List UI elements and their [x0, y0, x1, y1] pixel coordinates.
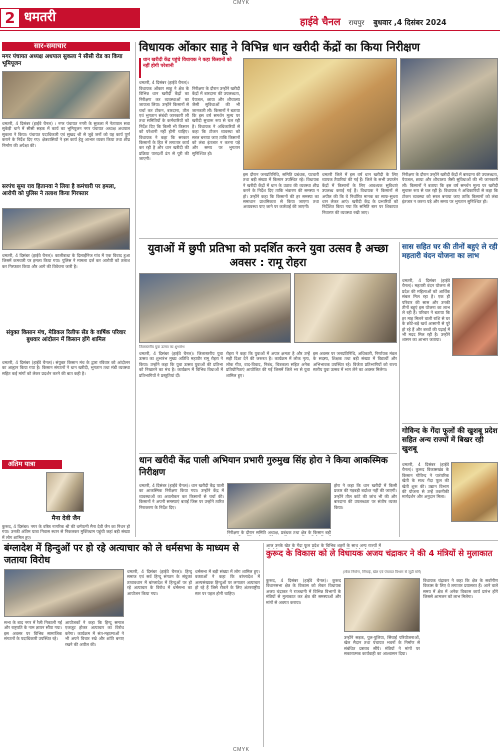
lead-photo-main [243, 58, 397, 170]
city: रायपुर [348, 19, 365, 27]
youth-body-c: इस अवसर पर जनप्रतिनिधि, अधिकारी, निर्णायक मंडल के सदस्य, शिक्षक तथा बड़ी संख्या में विद्यार्थी और अभिभावक उपस्थित रहे। विजेता प्रतिभागियों को राज्य स्तरीय युवा उत्सव में भाग लेने का अवसर मिलेगा। [313, 351, 397, 373]
youth-photo [139, 273, 291, 343]
procurement-headline: धान खरीदी केंद्र पाली अभियान प्रभारी गुरुमुख सिंह होरा ने किया आकस्मिक निरीक्षण [139, 456, 388, 478]
obituary-body: कुरूद, 4 दिसंबर। नगर के वरिष्ठ नागरिक श्री की धर्मपत्नी मैना देवी जैन का निधन हो गया। उनकी अंतिम यात्रा निवास स्थान से निकलकर मुक्तिधाम पहुंची जहां बड़ी संख्या में लोग शामिल हुए। [2, 524, 130, 540]
lower-divider [263, 543, 264, 747]
procurement-body-a: धमतरी, 4 दिसंबर (हाईवे चैनल)। धान खरीदी केंद्र पाली का आकस्मिक निरीक्षण किया गया। उन्होंने केंद्र में व्यवस्थाओं का अवलोकन कर किसानों से चर्चा की। किसानों ने अपनी समस्याएं बताईं जिस पर उन्होंने त्वरित निराकरण के निर्देश दिए। [139, 483, 224, 510]
youth-caption: जिलास्तरीय युवा उत्सव का शुभारंभ [139, 345, 185, 349]
cmyk-mark-bottom: CMYK [233, 747, 250, 753]
bangladesh-photo [4, 569, 124, 617]
masthead-right [300, 10, 500, 28]
lead-col-5: निरीक्षण के दौरान उन्होंने खरीदी केंद्रों में बारदाना की उपलब्धता, पेयजल, छाया और शौचालय जैसी सुविधाओं की भी जानकारी ली। किसानों ने बताया कि इस वर्ष समर्थन मूल्य पर खरीदी सुचारू रूप से चल रही है। विधायक ने अधिकारियों से कहा कि टोकन व्यवस्था को सरल बनाया जाए ताकि किसानों को लंबा इंतजार न करना पड़े और समय पर भुगतान सुनिश्चित हो। [402, 172, 498, 205]
page-number: 2 [4, 9, 16, 27]
cmyk-mark-top: CMYK [233, 0, 250, 6]
date: बुधवार ,4 दिसंबर 2024 [373, 18, 447, 27]
kurud-body-c: विधायक चंद्राकर ने कहा कि क्षेत्र के सर्वांगीण विकास के लिए वे लगातार प्रयासरत हैं। आने वाले समय में क्षेत्र में अनेक विकास कार्य प्रारंभ होंगे जिससे आमजन को लाभ मिलेगा। [423, 578, 498, 600]
bangladesh-body-a: धमतरी, 4 दिसंबर (हाईवे चैनल)। हिन्दू समाज एवं सर्व हिन्दू संगठन के संयुक्त तत्वावधान में बांग्लादेश में हिन्दुओं पर हो रहे अत्याचार के विरोध में धर्मसभा का आयोजन किया गया। [127, 569, 192, 596]
page-number-box [0, 8, 20, 28]
lead-headline: विधायक ओंकार साहू ने विभिन्न धान खरीदी केंद्रों का किया निरीक्षण [139, 40, 420, 54]
brief-3-body: धमतरी, 4 दिसंबर (हाईवे चैनल)। संयुक्त किसान मंच के द्वारा रविवार को आंदोलन का आह्वान किया गया है। किसान संगठनों ने धान खरीदी, भुगतान तथा मंडी व्यवस्था सहित कई मांगों को लेकर प्रदर्शन करने की बात कही है। [2, 360, 130, 376]
kurud-photo [344, 578, 420, 632]
lead-col-1: विधायक ओंकार साहू ने क्षेत्र के विभिन्न धान खरीदी केंद्रों का निरीक्षण कर व्यवस्थाओं का जायजा लिया। उन्होंने किसानों से चर्चा कर टोकन, बारदाना, तौल एवं भुगतान संबंधी जानकारी ली तथा समितियों के कर्मचारियों को निर्देश दिए कि किसी भी किसान को परेशानी नहीं होनी चाहिए। विधायक ने कहा कि सरकार किसानों के हित में लगातार कार्य कर रही है और धान खरीदी की प्रक्रिया पारदर्शी ढंग से पूरी की जाएगी। [139, 86, 189, 162]
youth-bottom-rule [139, 453, 397, 454]
procurement-body-c: निरीक्षण के दौरान समिति अध्यक्ष, प्रबंधक तथा क्षेत्र के किसान बड़ी [227, 530, 331, 535]
obituary-label: अंतिम यात्रा [8, 460, 36, 468]
bangladesh-body-b: धर्मसभा में बड़ी संख्या में लोग शामिल हुए। वक्ताओं ने कहा कि बांग्लादेश में अल्पसंख्यक हिन्दुओं पर लगातार अत्याचार हो रहे हैं जिसे रोकने के लिए अंतरराष्ट्रीय स्तर पर पहल होनी चाहिए। [195, 569, 260, 596]
govind-photo [451, 462, 498, 522]
brief-1-body: धमतरी, 4 दिसंबर (हाईवे चैनल) । नगर पंचायत नगरी के सुकला में नेतापाल सवा सुकेड़ी थाने में सीसी सड़क में कार्य का भूमिपूजन नगर पंचायत अध्यक्ष अधपाल सुकला ने किया। पंचायत पदाधिकारी एवं सुखद श्री से जुड़े जनों को यह कार्य पूर्ण कराने के निर्देश दिए गए। क्षेत्रवासियों ने इस कार्य हेतु आभार व्यक्त किया तथा शीघ्र निर्माण की अपेक्षा की। [2, 121, 130, 148]
lead-kicker-box [139, 58, 239, 78]
upper-lower-rule [2, 540, 498, 541]
brief-1-headline: मगर पंचायत अध्यक्ष अधपाल सुकला ने सीसी रोड का किया भूमिपूजन [2, 54, 123, 67]
section-title: धमतरी [24, 10, 56, 25]
kurud-headline: कुरूद के विकास को ले विधायक अजय चंद्राकर ने की 4 मंत्रियों से मुलाकात [266, 548, 493, 558]
kurud-body-a: कुरूद, 4 दिसंबर (हाईवे चैनल)। कुरूद विधानसभा क्षेत्र के विकास को लेकर विधायक अजय चंद्राकर ने राजधानी में विभिन्न विभागों के मंत्रियों से मुलाकात कर क्षेत्र की समस्याओं और मांगों से अवगत कराया। [266, 578, 341, 605]
obituary-photo [46, 472, 84, 512]
kurud-kicker: (लोक निर्माण, सिंचाई, खेल एवं पंचायत विभाग से जुड़ी मांगें) [342, 570, 422, 574]
lead-col-1b: निरीक्षण के दौरान उन्होंने खरीदी केंद्रों में बारदाना की उपलब्धता, पेयजल, छाया और शौचालय जैसी सुविधाओं की भी जानकारी ली। किसानों ने बताया कि इस वर्ष समर्थन मूल्य पर खरीदी सुचारू रूप से चल रही है। विधायक ने अधिकारियों से कहा कि टोकन व्यवस्था को सरल बनाया जाए ताकि किसानों को लंबा इंतजार न करना पड़े और समय पर भुगतान सुनिश्चित हो। [192, 86, 240, 156]
govind-body-a: धमतरी, 4 दिसंबर (हाईवे चैनल)। कुरूद विकासखंड के किसान गोविन्द ने पारंपरिक खेती के साथ गेंदा फूल की खेती शुरू की। उद्यान विभाग की योजना से उन्हें तकनीकी मार्गदर्शन और अनुदान मिला। [402, 462, 449, 500]
procurement-photo [227, 483, 331, 529]
masthead-rule [0, 30, 500, 31]
procurement-body-b: होरा ने कहा कि धान खरीदी में किसी प्रकार की गड़बड़ी बर्दाश्त नहीं की जाएगी। उन्होंने तौल कांटे की जांच भी की और बारदाना की उपलब्धता पर संतोष व्यक्त किया। [334, 483, 397, 510]
youth-body-b: रोहरा ने कहा कि युवाओं में अपार क्षमता है और उन्हें सही दिशा देने की जरूरत है। कार्यक्रम में लोक नृत्य, लोक गीत, वाद-विवाद, निबंध, चित्रकला सहित अनेक प्रतियोगिताएं आयोजित की गईं जिसमें जिले भर से युवा शामिल हुए। [226, 351, 310, 378]
youth-body-a: धमतरी, 4 दिसंबर (हाईवे चैनल)। जिलास्तरीय युवा उत्सव का शुभारंभ मुख्य अतिथि महापौर रामू रोहरा ने किया। उन्होंने कहा कि युवा उत्सव युवाओं की प्रतिभा को निखारने का मंच है। कार्यक्रम में विभिन्न विधाओं में प्रतिभागियों ने प्रस्तुतियां दीं। [139, 351, 223, 378]
obituary-name: मैना देवी जैन [51, 515, 81, 522]
right-mid-rule [402, 423, 498, 424]
kurud-body-b: उन्होंने सड़क, पुल-पुलिया, सिंचाई परियोजनाओं, खेल मैदान तथा पंचायत भवनों के निर्माण से संबंधित प्रस्ताव सौंपे। मंत्रियों ने मांगों पर सकारात्मक कार्यवाही का आश्वासन दिया। [344, 635, 420, 657]
govind-headline: गोविन्द के गेंदा फूलों की खुशबू प्रदेश सहित अन्य राज्यों में बिखर रही खुशबू [402, 426, 498, 453]
govind-body-b: आज उनके खेत के गेंदा फूल प्रदेश के विभिन्न शहरों के साथ अन्य राज्यों में [266, 543, 381, 548]
right-photo [452, 278, 498, 356]
brief-3-headline: संयुक्त किसान मंच, मेडिकल रिलीफ सेंड के वार्षिक परिवार बुधवार आंदोलन में किसान होंगे शामिल [6, 330, 126, 343]
brief-2-body: धमतरी, 4 दिसंबर (हाईवे चैनल)। कालीबाधा के दिलाईनिज गांव में एक विवाद हुआ जिसमें कमचारी पर हमला किया गया। पुलिस ने मामला दर्ज कर आरोपी को तलाश कर गिरफ्तार किया और आगे की विवेचना जारी है। [2, 253, 130, 269]
lead-bottom-rule [139, 238, 498, 239]
lead-kicker: धान खरीदी केंद्र पहुंचे विधायक ने कहा किसानों को नहीं होगी परेशानी [143, 58, 232, 69]
right-body: धमतरी, 4 दिसंबर (हाईवे चैनल)। महतारी वंदन योजना से प्रदेश की महिलाओं को आर्थिक संबल मिल रहा है। एक ही परिवार की सास और उनकी तीनों बहुएं इस योजना का लाभ ले रही हैं। परिवार ने बताया कि हर माह मिलने वाली राशि से घर के छोटे-बड़े खर्च आसानी से पूरे हो रहे हैं और बच्चों की पढ़ाई में भी मदद मिल रही है। उन्होंने शासन का आभार जताया। [402, 278, 450, 343]
column-divider-right [399, 242, 400, 537]
briefs-label: सार-समाचार [34, 42, 67, 50]
youth-photo-2 [294, 273, 397, 343]
brief-2-headline: सरपंच सुमा राव हितानवा ने लिया है कमंचारी पर हमला, आरोपी को पुलिस ने तलाश किया गिरफ्तार [2, 184, 117, 197]
paper-name: हाईवे चैनल [300, 17, 341, 28]
bangladesh-body-c: सभा के बाद नगर में रैली निकाली गई और राष्ट्रपति के नाम ज्ञापन सौंपा गया। इस अवसर पर विभिन्न सामाजिक संगठनों के पदाधिकारी उपस्थित रहे। [4, 620, 62, 642]
brief-1-photo [2, 71, 130, 119]
lead-col-4: धमतरी जिले में इस वर्ष धान खरीदी के लिए व्यापक तैयारियां की गई हैं। जिले के सभी उपार्जन केंद्रों में किसानों के लिए आवश्यक सुविधाएं उपलब्ध कराई गई हैं। विधायक ने किसानों से अपील की कि वे निर्धारित मानक का साफ-सुथरा धान लेकर आएं। खरीदी केंद्र के प्रभारियों को निर्देशित किया गया कि समिति स्तर पर शिकायत निवारण की व्यवस्था रखी जाए। [322, 172, 398, 215]
bangladesh-body-d: आयोजकों ने कहा कि हिन्दू समाज एकजुट होकर अत्याचार का विरोध करेगा। कार्यक्रम में संत-महात्माओं ने भी अपने विचार रखे और शांति बनाए रखने की अपील की। [65, 620, 124, 647]
lead-byline: धमतरी, 4 दिसंबर (हाईवे चैनल)। [139, 80, 190, 85]
column-divider-left [135, 42, 136, 537]
lead-col-3: इस दौरान जनप्रतिनिधि, समिति प्रबंधक, पटवारी तथा बड़ी संख्या में किसान उपस्थित रहे। विधायक ने खरीदी केंद्रों में धान के उठाव की व्यवस्था शीघ्र करने के निर्देश दिए ताकि भंडारण की समस्या न हो। उन्होंने कहा कि किसानों की हर समस्या का समाधान प्राथमिकता से किया जाएगा तथा अव्यवस्था पाए जाने पर कार्रवाई की जाएगी। [243, 172, 319, 210]
bangladesh-headline: बंग्लादेश में हिन्दुओं पर हो रहे अत्याचार को ले धर्मसभा के माध्यम से जताया विरोध [4, 543, 240, 566]
youth-headline: युवाओं में छुपी प्रतिभा को प्रदर्शित करने युवा उत्सव है अच्छा अवसर : रामू रोहरा [147, 242, 389, 269]
right-headline: सास सहित घर की तीनों बहुएं ले रही महतारी वंदन योजना का लाभ [402, 242, 498, 260]
masthead [0, 8, 500, 38]
lead-photo-side [400, 58, 498, 170]
brief-2-photo [2, 208, 130, 250]
